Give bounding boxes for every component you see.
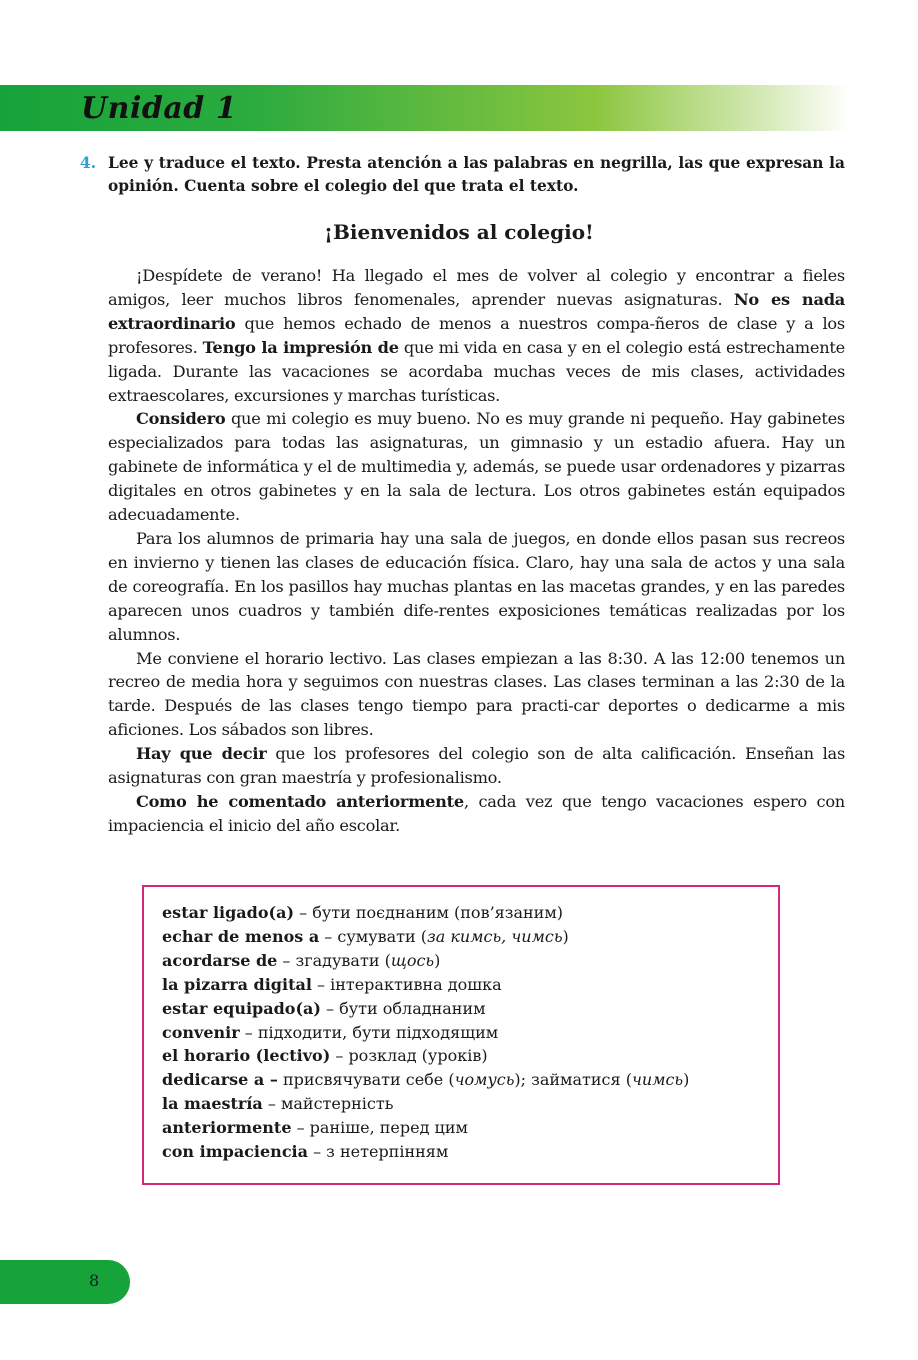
vocab-translation: – розклад (уроків) [330, 1046, 488, 1066]
paragraph-text: ¡Despídete de verano! Ha llegado el mes de volver al colegio y encontrar a fieles amigos, leer muchos libros fenomenales, aprender nuevas asignaturas. [108, 266, 845, 309]
vocab-translation: – інтерактивна дошка [311, 974, 502, 994]
vocab-translation: – бути обладнаним [320, 998, 486, 1018]
vocab-translation: – бути поєднаним (пов’язаним) [294, 903, 564, 922]
vocabulary-item [162, 1092, 689, 1116]
vocab-note: за кимсь, чимсь [427, 926, 563, 946]
vocab-note: щось [390, 950, 435, 970]
vocab-translation: – раніше, перед цим [291, 1118, 468, 1138]
vocabulary-item [162, 1140, 689, 1164]
opinion-phrase: Hay que decir [136, 744, 267, 764]
vocab-tail: ) [562, 926, 569, 946]
vocab-term: convenir [162, 1022, 240, 1042]
paragraph-text: que los profesores del colegio son de alta calificación. Enseñan las asignaturas con gran maestría y profesionalismo. [108, 744, 846, 788]
vocabulary-item [162, 1068, 689, 1092]
vocab-term: el horario (lectivo) [162, 1046, 331, 1066]
vocab-note: чомусь [454, 1070, 515, 1090]
vocab-term: con impaciencia [162, 1142, 308, 1162]
vocab-translation: – сумувати ( [319, 926, 428, 946]
paragraph-4: Me conviene el horario lectivo. Las clases empiezan a las 8:30. A las 12:00 tenemos un recreo de media hora y seguimos con nuestras clases. Las clases terminan a las 2:30 de la tarde. Después de las clases tengo tiempo para practi-car deportes o dedicarme a mis aficiones. Los sábados son libres. [108, 648, 845, 740]
vocabulary-item [162, 973, 689, 997]
vocab-translation: – згадувати ( [277, 950, 391, 970]
vocab-translation: – підходити, бути підходящим [239, 1022, 499, 1042]
vocab-tail: ) [683, 1070, 690, 1090]
paragraph-6 [108, 790, 845, 838]
paragraph-text: que mi vida en casa y en el colegio está estrechamente ligada. Durante las vacaciones se acordaba muchas veces de mis clases, actividades extraescolares, excursiones y marchas turísticas. [108, 337, 846, 405]
vocab-term: la pizarra digital [162, 974, 312, 994]
vocabulary-item [162, 901, 689, 925]
paragraph-text: que hemos echado de menos a nuestros compa-ñeros de clase y a los profesores. [108, 313, 845, 357]
vocabulary-item [162, 1044, 689, 1068]
vocabulary-item [162, 997, 689, 1021]
vocab-term: anteriormente [162, 1118, 292, 1138]
unit-title: Unidad 1 [81, 91, 238, 126]
vocab-term: estar equipado(a) [162, 998, 321, 1018]
vocabulary-item [162, 1021, 689, 1045]
vocab-tail: ) [434, 950, 441, 970]
paragraph-text: , cada vez que tengo vacaciones espero con impaciencia el inicio del año escolar. [108, 791, 845, 835]
vocab-term: dedicarse a – [162, 1070, 278, 1090]
vocab-note: чимсь [631, 1070, 684, 1090]
exercise-number: 4. [80, 154, 97, 172]
vocab-tail: ); займатися ( [514, 1070, 632, 1090]
unit-banner [0, 85, 850, 131]
vocab-translation: – майстерність [262, 1094, 394, 1114]
exercise-text: Lee y traduce el texto. Presta atención a las palabras en negrilla, las que expresan la opinión. Cuenta sobre el colegio del que trata el texto. [108, 154, 845, 195]
vocab-translation: – з нетерпінням [308, 1142, 449, 1162]
vocab-term: acordarse de [162, 950, 278, 970]
article-title: ¡Bienvenidos al colegio! [324, 220, 594, 244]
page-number-tab [0, 1260, 130, 1304]
vocabulary-item [162, 925, 689, 949]
article-body [108, 264, 845, 838]
paragraph-1 [108, 264, 845, 407]
paragraph-text: que mi colegio es muy bueno. No es muy grande ni pequeño. Hay gabinetes especializados para todas las asignaturas, un gimnasio y un estadio afuera. Hay un gabinete de informática y el de multimedia y, además, se puede usar ordenadores y pizarras digitales en otros gabinetes y en la sala de lectura. Los otros gabinetes están equipados adecuadamente. [108, 409, 845, 525]
paragraph-5 [108, 742, 845, 790]
vocabulary-list [162, 901, 689, 1164]
paragraph-2 [108, 407, 845, 527]
opinion-phrase: Como he comentado anteriormente [136, 791, 464, 811]
vocab-term: echar de menos a [162, 926, 320, 946]
opinion-phrase: No es nada extraordinario [108, 289, 845, 333]
vocab-translation: присвячувати себе ( [277, 1070, 455, 1090]
vocabulary-item [162, 1116, 689, 1140]
paragraph-3: Para los alumnos de primaria hay una sala de juegos, en donde ellos pasan sus recreos en invierno y tienen las clases de educación física. Claro, hay una sala de actos y una sala de coreografía. En los pasillos hay muchas plantas en las macetas grandes, y en las paredes aparecen unos cuadros y también dife-rentes exposiciones temáticas realizadas por los alumnos. [108, 528, 845, 644]
exercise-instruction [80, 152, 845, 198]
opinion-phrase: Considero [136, 409, 226, 429]
page-number: 8 [89, 1271, 100, 1290]
vocab-term: estar ligado(a) [162, 903, 295, 922]
vocabulary-box [142, 885, 780, 1185]
opinion-phrase: Tengo la impresión de [202, 337, 399, 357]
vocabulary-item [162, 949, 689, 973]
vocab-term: la maestría [162, 1094, 263, 1114]
